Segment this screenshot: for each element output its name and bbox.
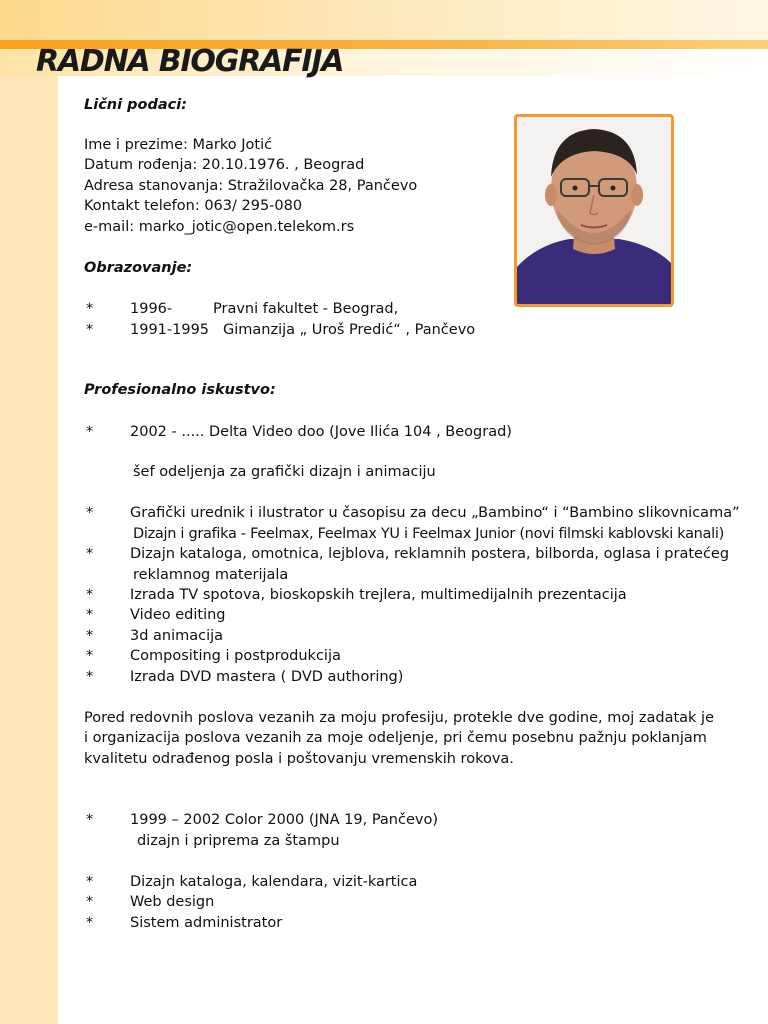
job1-paragraph-line: Pored redovnih poslova vezanih za moju profesiju, protekle dve godine, moj zadatak je	[84, 710, 715, 726]
job1-duty-bullet: *	[86, 505, 94, 521]
job1-duty: Compositing i postprodukcija	[130, 648, 341, 664]
job1-bullet: *	[86, 424, 94, 440]
job1-duty: Izrada DVD mastera ( DVD authoring)	[130, 669, 404, 685]
education-item-bullet: *	[86, 322, 94, 338]
education-item-school: Pravni fakultet - Beograd,	[213, 301, 399, 317]
job1-role: šef odeljenja za grafički dizajn i animaciju	[133, 464, 436, 480]
job2-duty: Dizajn kataloga, kalendara, vizit-kartica	[130, 874, 418, 890]
document-title: RADNA BIOGRAFIJA	[36, 44, 344, 79]
job2-role: dizajn i priprema za štampu	[137, 833, 340, 849]
profile-photo	[514, 114, 674, 307]
job1-duty-bullet: *	[86, 607, 94, 623]
personal-phone: Kontakt telefon: 063/ 295-080	[84, 198, 303, 214]
job1-duty: Dizajn i grafika - Feelmax, Feelmax YU i Feelmax Junior (novi filmski kablovski kanali)	[133, 526, 724, 542]
job1-duty: reklamnog materijala	[133, 567, 289, 583]
personal-email: e-mail: marko_jotic@open.telekom.rs	[84, 219, 355, 235]
personal-heading: Lični podaci:	[84, 97, 188, 113]
job1-paragraph-line: i organizacija poslova vezanih za moje odeljenje, pri čemu posebnu pažnju poklanjam	[84, 730, 707, 746]
job1-duty-bullet: *	[86, 648, 94, 664]
portrait-image	[517, 117, 671, 304]
job1-duty: Izrada TV spotova, bioskopskih trejlera, multimedijalnih prezentacija	[130, 587, 627, 603]
education-item-years: 1996-	[130, 301, 173, 317]
job2-line: 1999 – 2002 Color 2000 (JNA 19, Pančevo)	[130, 812, 439, 828]
personal-address: Adresa stanovanja: Stražilovačka 28, Pančevo	[84, 178, 418, 194]
header-band	[0, 0, 768, 40]
job2-duty-bullet: *	[86, 894, 94, 910]
job2-duty: Sistem administrator	[130, 915, 283, 931]
job1-duty-bullet: *	[86, 587, 94, 603]
education-item-school: Gimanzija „ Uroš Predić“ , Pančevo	[223, 322, 476, 338]
job2-duty: Web design	[130, 894, 215, 910]
job1-duty-bullet: *	[86, 628, 94, 644]
job1-duty: 3d animacija	[130, 628, 224, 644]
job2-duty-bullet: *	[86, 874, 94, 890]
education-heading: Obrazovanje:	[84, 260, 193, 276]
job1-duty: Video editing	[130, 607, 226, 623]
job1-line: 2002 - ..... Delta Video doo (Jove Ilića 104 , Beograd)	[130, 424, 512, 440]
education-item-years: 1991-1995	[130, 322, 210, 338]
job2-duty-bullet: *	[86, 915, 94, 931]
job2-bullet: *	[86, 812, 94, 828]
personal-name: Ime i prezime: Marko Jotić	[84, 137, 273, 153]
job1-duty: Grafički urednik i ilustrator u časopisu za decu „Bambino“ i “Bambino slikovnicama”	[130, 505, 740, 521]
job1-paragraph-line: kvalitetu odrađenog posla i poštovanju vremenskih rokova.	[84, 751, 514, 767]
job1-duty-bullet: *	[86, 669, 94, 685]
left-decorative-stripe	[0, 0, 58, 1024]
job1-duty-bullet: *	[86, 546, 94, 562]
experience-heading: Profesionalno iskustvo:	[84, 382, 276, 398]
job1-duty: Dizajn kataloga, omotnica, lejblova, reklamnih postera, bilborda, oglasa i pratećeg	[130, 546, 730, 562]
personal-birth: Datum rođenja: 20.10.1976. , Beograd	[84, 157, 365, 173]
education-item-bullet: *	[86, 301, 94, 317]
